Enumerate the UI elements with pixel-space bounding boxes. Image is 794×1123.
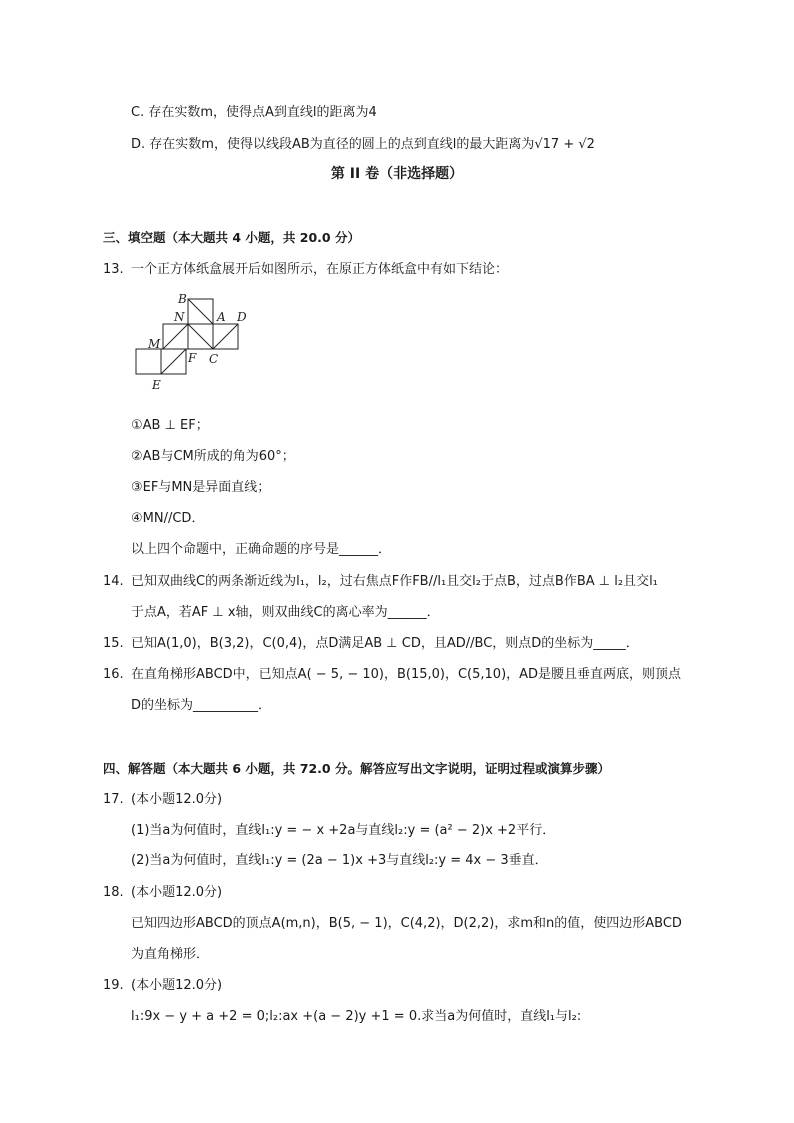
- q14-line2: 于点A，若AF ⊥ x轴，则双曲线C的离心率为______．: [131, 605, 440, 620]
- label-c: C: [209, 352, 219, 366]
- q14-line1: 已知双曲线C的两条渐近线为l₁，l₂，过右焦点F作FB//l₁且交l₂于点B，过点B作BA ⊥ l₂且交l₁: [131, 574, 658, 589]
- q13-tail: 以上四个命题中，正确命题的序号是______．: [131, 542, 392, 557]
- q19-number: 19.: [103, 978, 124, 993]
- q19-line1: l₁:9x − y + a +2 = 0;l₂:ax +(a − 2)y +1 = 0.求当a为何值时，直线l₁与l₂:: [131, 1009, 582, 1024]
- q13-item-1: ①AB ⊥ EF；: [131, 418, 209, 433]
- q17-score: (本小题12.0分): [131, 792, 223, 807]
- diagonal-line: [188, 299, 213, 324]
- label-f: F: [188, 351, 197, 365]
- q13-number: 13.: [103, 262, 124, 277]
- q17-number: 17.: [103, 792, 124, 807]
- q13-stem: 一个正方体纸盒展开后如图所示，在原正方体纸盒中有如下结论：: [131, 262, 509, 277]
- q16-number: 16.: [103, 667, 124, 682]
- q16-line2: D的坐标为__________．: [131, 698, 272, 713]
- diagonal-line: [188, 324, 213, 349]
- cube-net-figure: [126, 288, 256, 398]
- q18-line1: 已知四边形ABCD的顶点A(m,n)，B(5, − 1)，C(4,2)，D(2,2)，求m和n的值，使四边形ABCD: [131, 916, 682, 931]
- q18-number: 18.: [103, 885, 124, 900]
- q16-line1: 在直角梯形ABCD中，已知点A( − 5, − 10)，B(15,0)，C(5,10)，AD是腰且垂直两底，则顶点: [131, 667, 682, 682]
- part-title: 第 II 卷（非选择题）: [330, 166, 464, 182]
- option-d: D. 存在实数m，使得以线段AB为直径的圆上的点到直线l的最大距离为√17 + √2: [131, 137, 595, 152]
- q14-number: 14.: [103, 574, 124, 589]
- q13-item-3: ③EF与MN是异面直线；: [131, 480, 271, 495]
- q18-line2: 为直角梯形．: [131, 947, 210, 962]
- diagonal-line: [213, 324, 238, 349]
- section3-header: 三、填空题（本大题共 4 小题，共 20.0 分）: [103, 230, 360, 245]
- label-m: M: [148, 337, 161, 351]
- cube-net-svg: [126, 288, 256, 394]
- label-e: E: [152, 378, 161, 392]
- q18-score: (本小题12.0分): [131, 885, 223, 900]
- q17-line2: (2)当a为何值时，直线l₁:y = (2a − 1)x +3与直线l₂:y = 4x − 3垂直．: [131, 853, 548, 868]
- label-a: A: [217, 310, 226, 324]
- diagonal-line: [163, 324, 188, 349]
- q13-item-4: ④MN//CD．: [131, 511, 205, 526]
- q19-score: (本小题12.0分): [131, 978, 223, 993]
- q13-item-2: ②AB与CM所成的角为60°；: [131, 449, 295, 464]
- option-c: C. 存在实数m，使得点A到直线l的距离为4: [131, 105, 377, 120]
- diagonal-line: [161, 349, 186, 374]
- label-n: N: [174, 310, 185, 324]
- label-b: B: [178, 292, 187, 306]
- net-square: [136, 349, 161, 374]
- section4-header: 四、解答题（本大题共 6 小题，共 72.0 分。解答应写出文字说明，证明过程或演算步骤）: [103, 761, 610, 776]
- q15-number: 15.: [103, 636, 124, 651]
- q17-line1: (1)当a为何值时，直线l₁:y = − x +2a与直线l₂:y = (a² − 2)x +2平行．: [131, 823, 556, 838]
- label-d: D: [237, 310, 247, 324]
- q15-line1: 已知A(1,0)，B(3,2)，C(0,4)，点D满足AB ⊥ CD，且AD//BC，则点D的坐标为_____．: [131, 636, 639, 651]
